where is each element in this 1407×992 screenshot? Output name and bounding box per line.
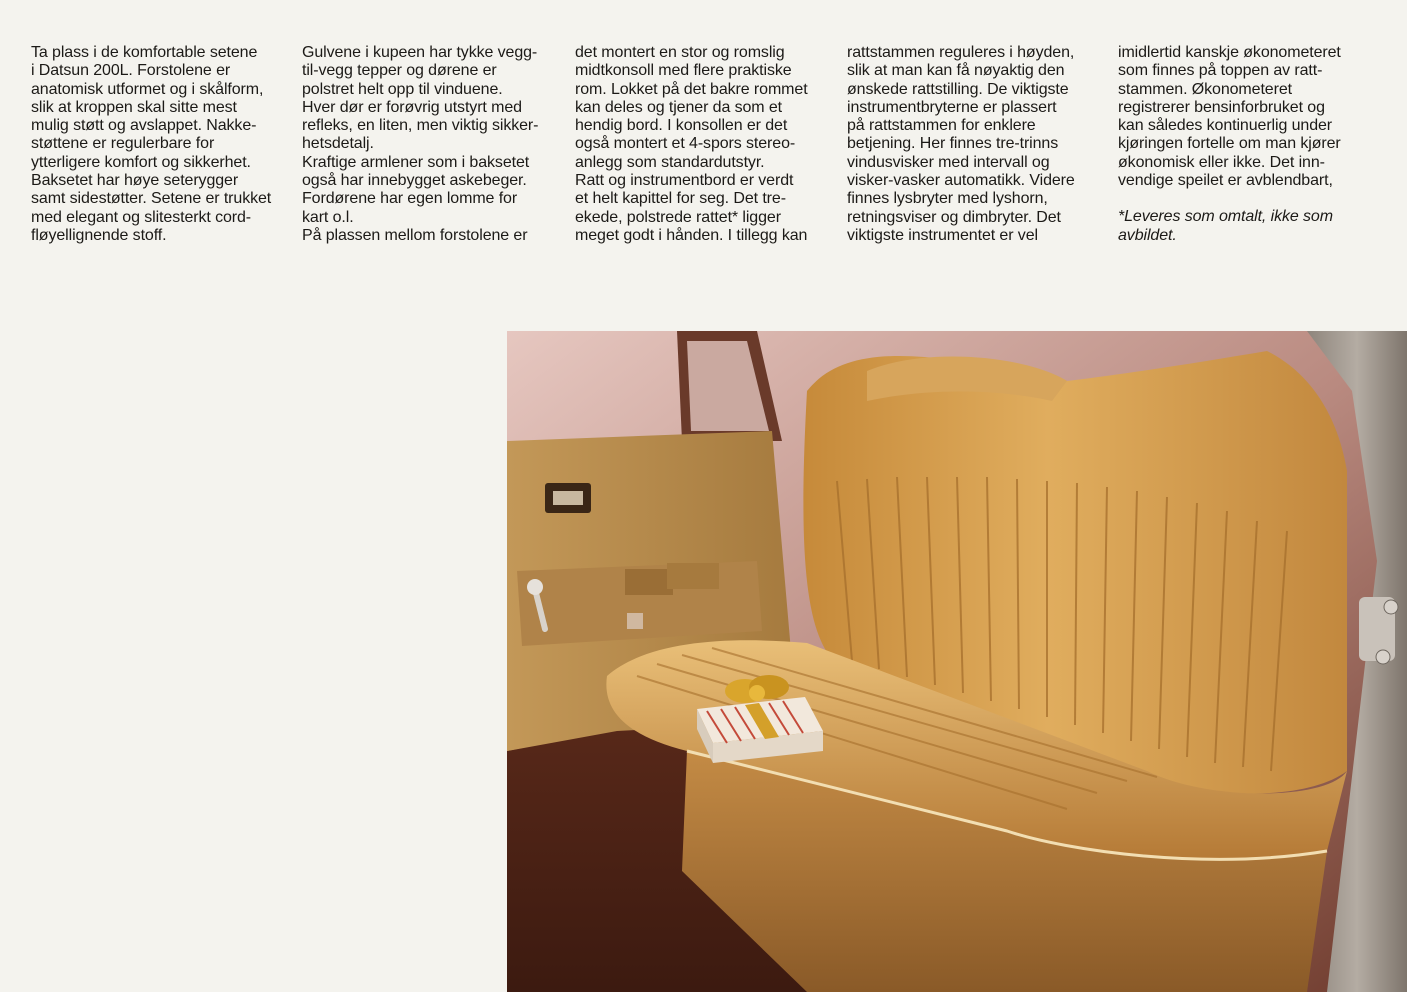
text-column-1 <box>31 44 291 245</box>
rear-seat-illustration <box>507 331 1407 992</box>
text-line: kan således kontinuerlig under <box>1118 117 1333 135</box>
text-line: i Datsun 200L. Forstolene er <box>31 62 231 80</box>
text-line: kan deles og tjener da som et <box>575 98 783 116</box>
text-line: som finnes på toppen av ratt- <box>1118 62 1323 80</box>
text-line: kart o.l. <box>302 208 354 226</box>
text-line: ønskede rattstilling. De viktigste <box>847 80 1069 98</box>
text-line: refleks, en liten, men viktig sikker- <box>302 117 539 135</box>
text-line: retningsviser og dimbryter. Det <box>847 208 1061 226</box>
text-line: samt sidestøtter. Setene er trukket <box>31 190 272 208</box>
text-line: Hver dør er forøvrig utstyrt med <box>302 98 522 116</box>
text-line: støttene er regulerbare for <box>31 135 215 153</box>
text-line: til-vegg tepper og dørene er <box>302 62 497 80</box>
text-line: med elegant og slitesterkt cord- <box>31 208 252 226</box>
text-column-3 <box>575 44 835 245</box>
text-line: På plassen mellom forstolene er <box>302 226 528 244</box>
text-line: vindusvisker med intervall og <box>847 153 1050 171</box>
text-column-5 <box>1118 44 1368 245</box>
rear-seat-photo <box>507 331 1407 992</box>
text-line: et helt kapittel for seg. Det tre- <box>575 190 786 208</box>
text-line: slik at man kan få nøyaktig den <box>847 62 1065 80</box>
text-line: ytterligere komfort og sikkerhet. <box>31 153 251 171</box>
text-line: også montert et 4-spors stereo- <box>575 135 796 153</box>
text-line: viktigste instrumentet er vel <box>847 226 1038 244</box>
text-line: polstret helt opp til vinduene. <box>302 80 503 98</box>
text-columns <box>0 0 1407 300</box>
text-column-2 <box>302 44 562 245</box>
text-line: Fordørene har egen lomme for <box>302 190 518 208</box>
text-line: hetsdetalj. <box>302 135 374 153</box>
text-line: fløyellignende stoff. <box>31 226 167 244</box>
text-line: stammen. Økonometeret <box>1118 80 1292 98</box>
text-line: rom. Lokket på det bakre rommet <box>575 80 808 98</box>
text-line: Baksetet har høye seterygger <box>31 172 239 190</box>
footnote-line: avbildet. <box>1118 226 1177 244</box>
text-line: meget godt i hånden. I tillegg kan <box>575 226 808 244</box>
text-line: ekede, polstrede rattet* ligger <box>575 208 781 226</box>
text-line: betjening. Her finnes tre-trinns <box>847 135 1059 153</box>
text-line: visker-vasker automatikk. Videre <box>847 172 1075 190</box>
text-line: også har innebygget askebeger. <box>302 172 527 190</box>
footnote <box>1118 208 1368 245</box>
text-line: økonomisk eller ikke. Det inn- <box>1118 153 1325 171</box>
text-line: på rattstammen for enklere <box>847 117 1036 135</box>
text-line: midtkonsoll med flere praktiske <box>575 62 792 80</box>
text-column-4 <box>847 44 1107 245</box>
text-line: finnes lysbryter med lyshorn, <box>847 190 1048 208</box>
text-line: anlegg som standardutstyr. <box>575 153 765 171</box>
text-line: slik at kroppen skal sitte mest <box>31 98 237 116</box>
text-line: det montert en stor og romslig <box>575 44 785 61</box>
text-line: vendige speilet er avblendbart, <box>1118 172 1333 190</box>
text-line: registrerer bensinforbruket og <box>1118 98 1325 116</box>
text-line: Kraftige armlener som i baksetet <box>302 153 530 171</box>
text-line: instrumentbryterne er plassert <box>847 98 1057 116</box>
text-line: imidlertid kanskje økonometeret <box>1118 44 1341 61</box>
text-line: Ratt og instrumentbord er verdt <box>575 172 794 190</box>
text-line: hendig bord. I konsollen er det <box>575 117 788 135</box>
text-line: rattstammen reguleres i høyden, <box>847 44 1075 61</box>
text-line: Gulvene i kupeen har tykke vegg- <box>302 44 538 61</box>
text-line: kjøringen fortelle om man kjører <box>1118 135 1341 153</box>
text-line: mulig støtt og avslappet. Nakke- <box>31 117 257 135</box>
text-line: Ta plass i de komfortable setene <box>31 44 258 61</box>
text-line: anatomisk utformet og i skålform, <box>31 80 264 98</box>
footnote-line: *Leveres som omtalt, ikke som <box>1118 208 1333 226</box>
